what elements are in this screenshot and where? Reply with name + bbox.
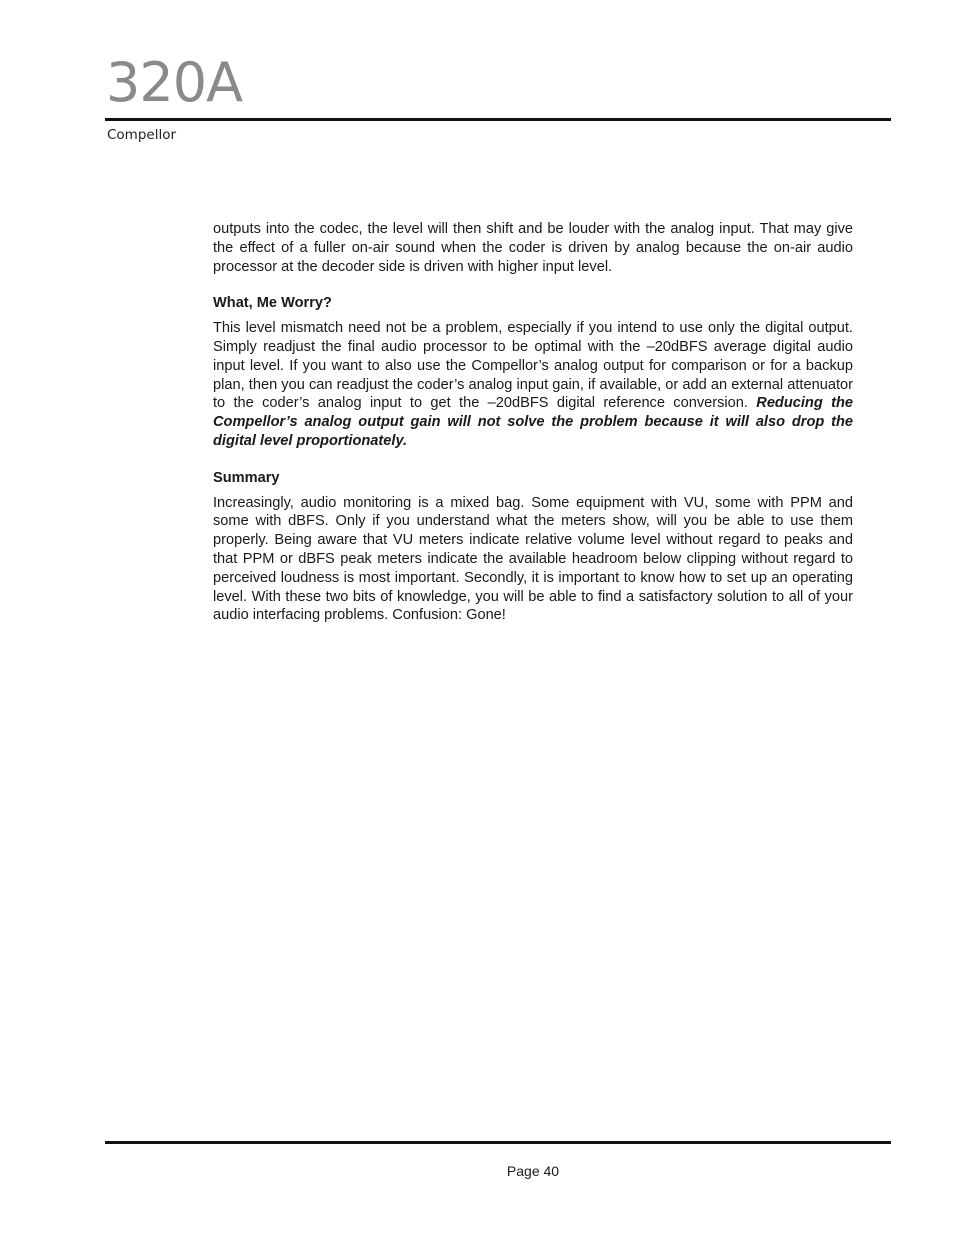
section-paragraph-what-me-worry bbox=[213, 319, 853, 451]
emphasized-warning: Reducing the Compellor’s analog output gain will not solve the problem because it will also drop the digital level proportionately. bbox=[213, 395, 853, 449]
page-content bbox=[213, 220, 853, 625]
intro-paragraph: outputs into the codec, the level will then shift and be louder with the analog input. That may give the effect of a fuller on-air sound when the coder is driven by analog because the on-air audio processor at the decoder side is driven with higher input level. bbox=[213, 221, 853, 275]
footer-divider bbox=[105, 1141, 891, 1144]
paragraph-text: This level mismatch need not be a problem, especially if you intend to use only the digital output. Simply readjust the final audio processor to be optimal with the –20dBFS average digital audio input level. If you want to also use the Compellor’s analog output for comparison or for a backup plan, then you can readjust the coder’s analog input gain, if available, or add an external attenuator to the coder’s analog input to get the –20dBFS digital reference conversion. bbox=[213, 320, 853, 412]
document-title: 320A bbox=[106, 51, 243, 114]
document-subtitle: Compellor bbox=[107, 127, 177, 143]
header-divider bbox=[105, 118, 891, 121]
section-heading-what-me-worry: What, Me Worry? bbox=[213, 295, 332, 312]
section-paragraph-summary: Increasingly, audio monitoring is a mixed bag. Some equipment with VU, some with PPM and some with dBFS. Only if you understand what the meters show, will you be able to use them properly. Being aware that VU meters indicate relative volume level without regard to peaks and that PPM or dBFS peak meters indicate the available headroom below clipping without regard to perceived loudness is most important. Secondly, it is important to know how to set up an operating level. With these two bits of knowledge, you will be able to find a satisfactory solution to all of your audio interfacing problems. Confusion: Gone! bbox=[213, 494, 853, 624]
page-number: Page 40 bbox=[506, 1163, 560, 1179]
section-heading-summary: Summary bbox=[213, 469, 280, 486]
